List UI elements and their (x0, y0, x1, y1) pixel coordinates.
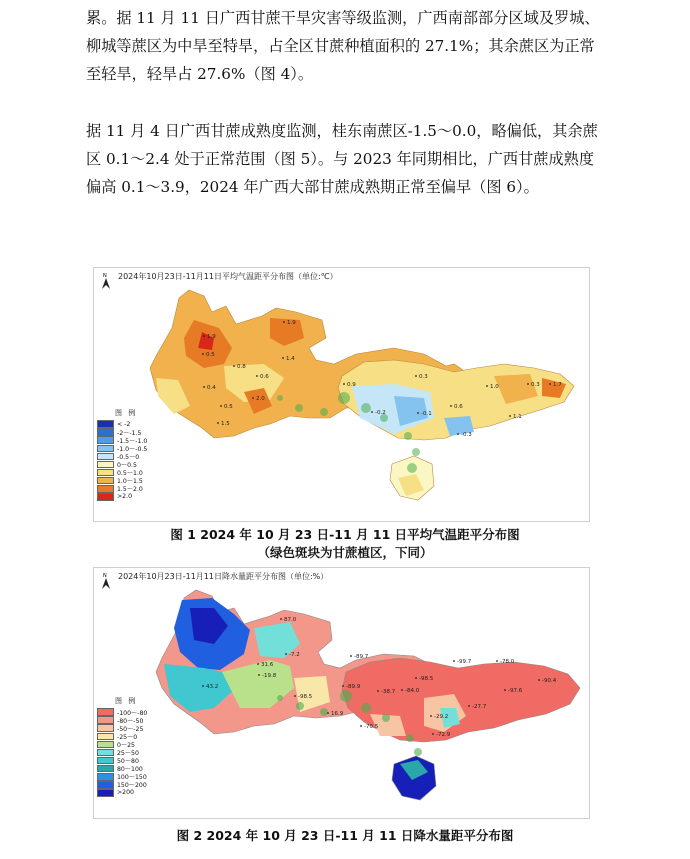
station-value-label: -0.1 (421, 411, 432, 417)
station-value-label: 0.8 (237, 364, 246, 370)
temperature-anomaly-map (93, 267, 590, 522)
legend-label: 80～100 (117, 766, 143, 774)
station-dot (294, 695, 296, 697)
station-dot (360, 725, 362, 727)
station-value-label: -89.9 (346, 684, 361, 690)
legend-item (97, 781, 147, 789)
station-value-label: -0.3 (461, 432, 472, 438)
station-dot (538, 679, 540, 681)
station-dot (327, 712, 329, 714)
station-dot (377, 690, 379, 692)
station-dot (343, 383, 345, 385)
station-value-label: 0.4 (207, 385, 216, 391)
station-value-label: 0.6 (454, 404, 463, 410)
legend-label: -25～0 (117, 733, 138, 741)
station-value-label: 1.7 (553, 382, 562, 388)
legend-label: -1.0～-0.5 (117, 445, 148, 453)
station-dot (202, 685, 204, 687)
legend-swatch (97, 420, 114, 428)
station-dot (468, 705, 470, 707)
station-value-label: 1.9 (207, 334, 216, 340)
legend-swatch (97, 757, 114, 765)
station-dot (282, 357, 284, 359)
station-dot (283, 321, 285, 323)
legend-label: 0～0.5 (117, 462, 137, 470)
legend-item (97, 485, 147, 493)
legend-label: 1.5～2.0 (117, 486, 143, 494)
legend-swatch (97, 789, 114, 797)
figure2-caption: 图 2 2024 年 10 月 23 日-11 月 11 日降水量距平分布图 (176, 828, 514, 843)
legend-swatch (97, 469, 114, 477)
legend-label: -1.5～-1.0 (117, 437, 148, 445)
temperature-map-canvas (94, 268, 589, 521)
legend-label: 1.0～1.5 (117, 478, 143, 486)
station-value-label: 1.1 (513, 414, 522, 420)
station-dot (203, 386, 205, 388)
station-dot (496, 660, 498, 662)
station-dot (233, 365, 235, 367)
station-value-label: -72.9 (436, 732, 451, 738)
figure1-subcaption: （绿色斑块为甘蔗植区，下同） (257, 545, 433, 560)
legend-swatch (97, 773, 114, 781)
legend-swatch (97, 708, 114, 716)
station-dot (504, 689, 506, 691)
station-value-label: -98.5 (419, 676, 434, 682)
station-value-label: -38.7 (381, 689, 396, 695)
legend-label: 50～80 (117, 758, 139, 766)
legend-label: >200 (117, 789, 134, 797)
station-value-label: -90.4 (542, 678, 557, 684)
legend-swatch (97, 781, 114, 789)
legend-swatch (97, 428, 114, 436)
station-value-label: 2.0 (256, 396, 265, 402)
station-dot (401, 689, 403, 691)
legend-swatch (97, 716, 114, 724)
legend-label: 0～25 (117, 741, 135, 749)
station-value-label: -99.7 (457, 659, 472, 665)
station-value-label: 0.5 (224, 404, 233, 410)
station-dot (203, 335, 205, 337)
legend-swatch (97, 485, 114, 493)
station-value-label: 43.2 (206, 684, 219, 690)
station-value-label: -29.2 (434, 714, 449, 720)
legend-label: >2.0 (117, 493, 133, 501)
station-value-label: 87.0 (284, 617, 297, 623)
legend-swatch (97, 493, 114, 501)
station-dot (415, 375, 417, 377)
station-dot (417, 412, 419, 414)
station-value-label: 0.9 (347, 382, 356, 388)
station-value-label: 1.5 (221, 421, 230, 427)
station-value-label: 0.3 (419, 374, 428, 380)
station-value-label: 0.6 (260, 374, 269, 380)
station-dot (549, 383, 551, 385)
legend-swatch (97, 765, 114, 773)
station-value-label: -97.6 (508, 688, 523, 694)
legend-swatch (97, 733, 114, 741)
station-value-label: -27.7 (472, 704, 487, 710)
map-title: 2024年10月23日-11月11日降水量距平分布图（单位:%） (118, 572, 329, 581)
station-dot (258, 674, 260, 676)
station-dot (285, 653, 287, 655)
station-value-label: -7.2 (289, 652, 300, 658)
station-dot (527, 383, 529, 385)
legend-label: -50～-25 (117, 725, 144, 733)
station-dot (217, 422, 219, 424)
station-value-label: 1.4 (286, 356, 295, 362)
station-dot (342, 685, 344, 687)
station-value-label: 1.0 (490, 384, 499, 390)
legend-swatch (97, 436, 114, 444)
station-value-label: -89.7 (354, 654, 369, 660)
legend-label: -0.5～0 (117, 453, 140, 461)
station-value-label: -0.2 (375, 410, 386, 416)
station-dot (256, 375, 258, 377)
station-dot (415, 677, 417, 679)
map-legend: 图 例 < -2 -2～-1.5 -1.5～-1.0 -1.0～-0.5 -0.5～0 0～0.5 0.5～1.0 1.0～1.5 1.5～2.0 >2.0 (97, 408, 147, 501)
paragraph-drought: 累。据 11 月 11 日广西甘蔗干旱灾害等级监测，广西南部部分区域及罗城、柳城等蔗区为中旱至特旱，占全区甘蔗种植面积的 27.1%；其余蔗区为正常至轻旱，轻旱占 27.6%（图 4）。 (86, 9, 600, 83)
station-dot (450, 405, 452, 407)
station-dot (252, 397, 254, 399)
station-value-label: 0.3 (531, 382, 540, 388)
legend-swatch (97, 445, 114, 453)
legend-label: 25～50 (117, 750, 139, 758)
precipitation-map-canvas (94, 568, 589, 818)
station-value-label: 31.6 (261, 662, 274, 668)
svg-text:N: N (103, 273, 107, 279)
legend-label: -80～-50 (117, 717, 144, 725)
station-value-label: 16.9 (331, 711, 344, 717)
station-dot (220, 405, 222, 407)
station-value-label: 1.9 (287, 320, 296, 326)
precipitation-anomaly-map (93, 567, 590, 819)
station-value-label: -78.0 (500, 659, 515, 665)
svg-text:N: N (103, 573, 107, 579)
station-dot (509, 415, 511, 417)
legend-label: 100～150 (117, 774, 147, 782)
legend-swatch (97, 749, 114, 757)
station-dot (432, 733, 434, 735)
map-title: 2024年10月23日-11月11日平均气温距平分布图（单位:℃） (118, 272, 338, 281)
legend-swatch (97, 453, 114, 461)
legend-swatch (97, 741, 114, 749)
station-dot (257, 663, 259, 665)
map-legend: 图 例 -100～-80 -80～-50 -50～-25 -25～0 0～25 25～50 50～80 80～100 100～150 150～200 >200 (97, 696, 147, 797)
station-value-label: -84.0 (405, 688, 420, 694)
legend-swatch (97, 477, 114, 485)
legend-label: 150～200 (117, 782, 147, 790)
figure1-caption: 图 1 2024 年 10 月 23 日-11 月 11 日平均气温距平分布图 (170, 527, 520, 542)
station-dot (371, 411, 373, 413)
legend-label: -2～-1.5 (117, 429, 142, 437)
station-dot (453, 660, 455, 662)
station-dot (457, 433, 459, 435)
station-value-label: -19.8 (262, 673, 277, 679)
legend-label: < -2 (117, 420, 131, 428)
station-value-label: -98.5 (298, 694, 313, 700)
station-dot (486, 385, 488, 387)
station-dot (202, 353, 204, 355)
legend-swatch (97, 461, 114, 469)
station-value-label: -70.5 (364, 724, 379, 730)
legend-label: 0.5～1.0 (117, 470, 143, 478)
paragraph-maturity: 据 11 月 4 日广西甘蔗成熟度监测，桂东南蔗区-1.5～0.0，略偏低，其余蔗区 0.1～2.4 处于正常范围（图 5）。与 2023 年同期相比，广西甘蔗成熟度偏高 0.1～3.9，2024 年广西大部甘蔗成熟期正常至偏早（图 6）。 (86, 122, 598, 196)
legend-item (97, 493, 147, 501)
station-dot (280, 618, 282, 620)
legend-label: -100～-80 (117, 709, 148, 717)
station-dot (430, 715, 432, 717)
legend-swatch (97, 724, 114, 732)
station-value-label: 0.5 (206, 352, 215, 358)
legend-item (97, 789, 147, 797)
station-dot (350, 655, 352, 657)
